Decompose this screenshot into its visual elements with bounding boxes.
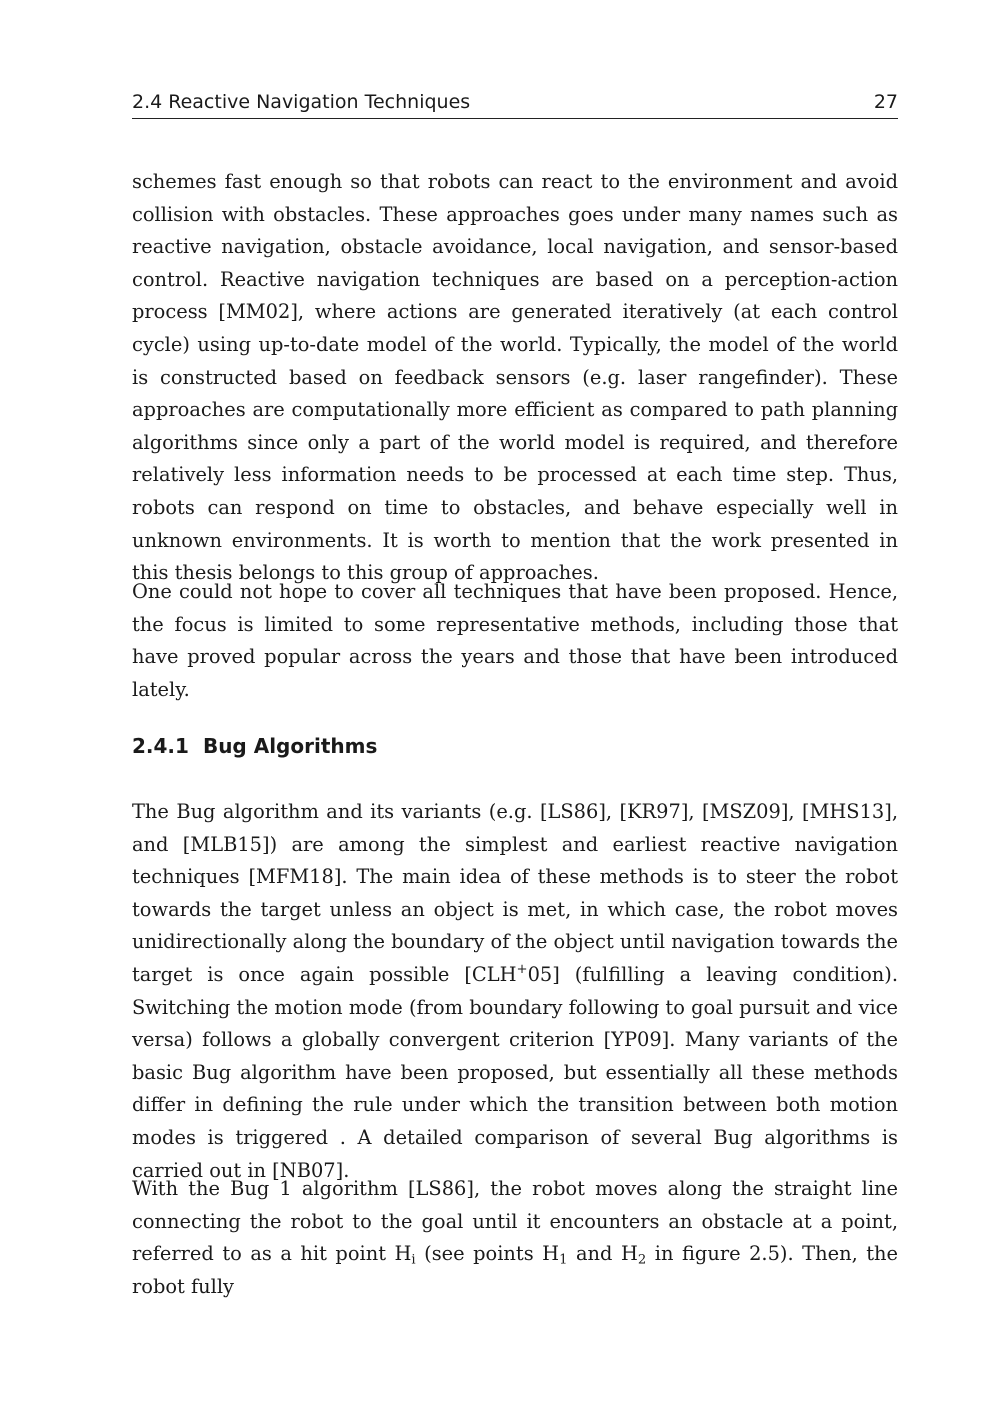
- section-title: Bug Algorithms: [202, 734, 378, 758]
- header-page-number: 27: [873, 91, 898, 113]
- section-number: 2.4.1: [132, 734, 189, 758]
- superscript-plus: +: [516, 962, 528, 978]
- text-run: The Bug algorithm and its variants (e.g. [LS86], [KR97], [MSZ09], [MHS13], and [MLB15]) are among the simplest and earliest reactive navigation techniques [MFM18]. The main idea of these methods is to steer the robot towards the target unless an object is met, in which case, the robot moves unidirectionally along the boundary of the object until navigation towards the target is once again possible [CLH: [132, 800, 898, 986]
- section-heading: [132, 731, 377, 761]
- paragraph-text: [132, 1173, 898, 1303]
- paragraph-bug-overview: [132, 796, 898, 1187]
- text-run: 05] (fulfilling a leaving condition). Switching the motion mode (from boundary following to goal pursuit and vice versa) follows a globally convergent criterion [YP09]. Many variants of the basic Bug algorithm have been proposed, but essentially all these methods differ in defining the rule under which the transition between both motion modes is triggered . A detailed comparison of several Bug algorithms is carried out in [NB07].: [132, 962, 898, 1182]
- paragraph-text: One could not hope to cover all techniques that have been proposed. Hence, the focus is limited to some representative methods, including those that have proved popular across the years and those that have been introduced lately.: [132, 580, 898, 701]
- header-section-title: 2.4 Reactive Navigation Techniques: [132, 91, 471, 113]
- text-run: and H: [567, 1242, 638, 1266]
- paragraph-text: schemes fast enough so that robots can react to the environment and avoid collision with obstacles. These approaches goes under many names such as reactive navigation, obstacle avoidance, local navigation, and sensor-based control. Reactive navigation techniques are based on a perception-action process [MM02], where actions are generated iteratively (at each control cycle) using up-to-date model of the world. Typically, the model of the world is constructed based on feedback sensors (e.g. laser rangefinder). These approaches are computationally more efficient as compared to path planning algorithms since only a part of the world model is required, and therefore relatively less information needs to be processed at each time step. Thus, robots can respond on time to obstacles, and behave especially well in unknown environments. It is worth to mention that the work presented in this thesis belongs to this group of approaches.: [132, 170, 898, 585]
- paragraph-text: [132, 796, 898, 1187]
- subscript-2: 2: [637, 1252, 647, 1268]
- subscript-i: i: [411, 1252, 416, 1268]
- subscript-1: 1: [559, 1252, 568, 1268]
- text-run: With the Bug 1 algorithm [LS86], the robot moves along the straight line connecting the robot to the goal until it encounters an obstacle at a point, referred to as a hit point H: [132, 1177, 898, 1266]
- running-header: [132, 88, 898, 119]
- paragraph-bug1: [132, 1173, 898, 1303]
- text-run: (see points H: [415, 1242, 560, 1266]
- paragraph-scope: [132, 576, 898, 706]
- paragraph-intro: [132, 166, 898, 590]
- text-run: in figure 2.5). Then, the robot fully: [132, 1242, 898, 1298]
